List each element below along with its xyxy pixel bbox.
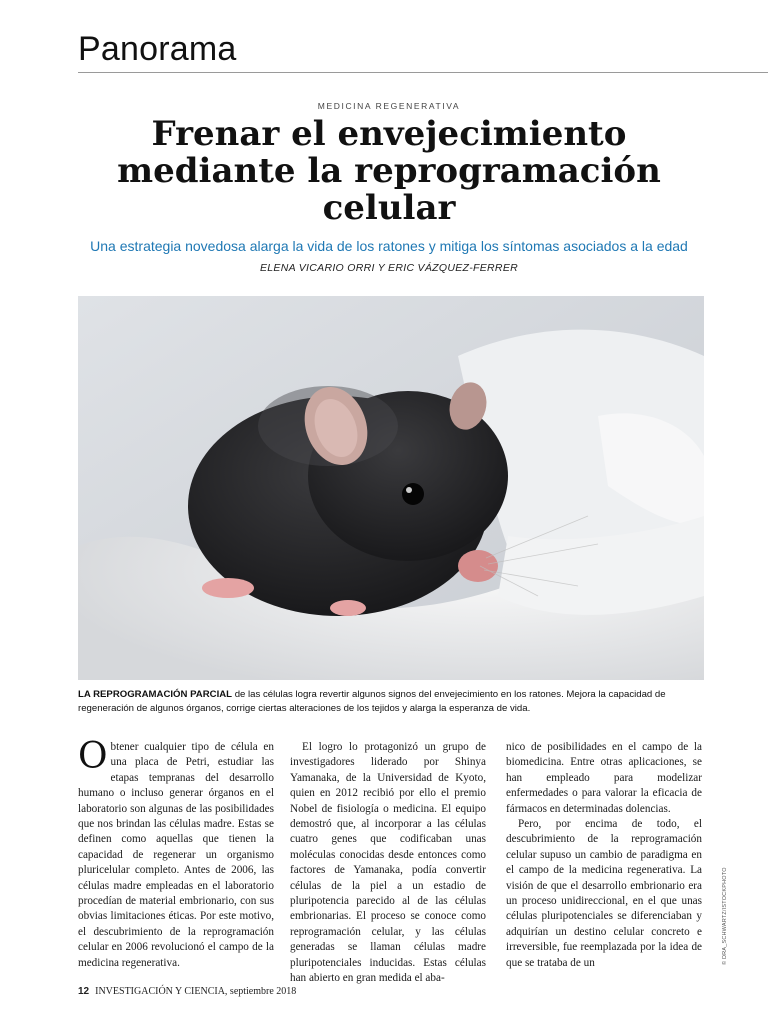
publication-info: INVESTIGACIÓN Y CIENCIA, septiembre 2018 bbox=[95, 986, 297, 997]
caption-lead: LA REPROGRAMACIÓN PARCIAL bbox=[78, 689, 233, 700]
article-kicker: MEDICINA REGENERATIVA bbox=[317, 101, 461, 111]
caption-text: de las células logra revertir algunos signos del envejecimiento en los ratones. Mejora la capacidad de regeneración de algunos órganos, corrige ciertas alteraciones de los tejidos y alarga la esperanza de vida. bbox=[78, 689, 666, 714]
page-footer bbox=[78, 986, 296, 997]
mouse-eye bbox=[402, 483, 424, 505]
article-photo bbox=[78, 296, 704, 680]
section-title: Panorama bbox=[78, 30, 237, 68]
photo-caption bbox=[78, 688, 704, 715]
body-column-3 bbox=[506, 740, 702, 971]
body-paragraph: Pero, por encima de todo, el descubrimiento de la reprogramación celular supuso un cambio de paradigma en el campo de la medicina regenerativa. La visión de que el desarrollo embrionario era un proceso unidireccional, en el que unas células pluripotenciales se diferenciaban y adquirían un destino celular concreto e irreversible, fue reemplazada por la idea de que se trataba de un bbox=[506, 818, 702, 969]
body-paragraph: nico de posibilidades en el campo de la biomedicina. Entre otras aplicaciones, se han empleado para modelizar enfermedades o para valorar la eficacia de fármacos en determinadas dolencias. bbox=[506, 741, 702, 815]
body-paragraph bbox=[78, 736, 274, 971]
drop-cap: O bbox=[78, 736, 108, 777]
article-byline: ELENA VICARIO ORRI Y ERIC VÁZQUEZ-FERRER bbox=[259, 262, 519, 274]
body-text: btener cualquier tipo de célula en una placa de Petri, estudiar las etapas tempranas del desarrollo humano o incluso generar órganos en el laboratorio son algunas de las posibilidades que nos brindan las células madre. Estas se definen como aquellas que tienen la capacidad de regenerar un organismo pluricelular completo. Antes de 2006, las células madre empleadas en el laboratorio procedían de material embrionario, con sus obvias limitaciones éticas. Por este motivo, el descubrimiento de la reprogramación celular en 2006 revolucionó el campo de la medicina regenerativa. bbox=[78, 741, 274, 969]
article-subhead: Una estrategia novedosa alarga la vida de los ratones y mitiga los síntomas asociados a la edad bbox=[90, 238, 688, 254]
section-divider bbox=[78, 72, 768, 73]
mouse-nose bbox=[458, 550, 498, 582]
body-column-1 bbox=[78, 736, 274, 971]
page-number: 12 bbox=[78, 986, 90, 997]
body-column-2 bbox=[290, 740, 486, 987]
body-paragraph: El logro lo protagonizó un grupo de investigadores liderado por Shinya Yamanaka, de la Universidad de Kyoto, quien en 2012 recibió por ello el premio Nobel de fisiología o medicina. El equipo demostró que, al incorporar a las células cuatro genes que codificaban unas moléculas conocidas desde entonces como factores de Yamanaka, podía convertir células de la piel a un estadio de pluripotencia parecido al de las células embrionarias. El proceso se conoce como reprogramación celular, y las células generadas se llaman células madre pluripotenciales inducidas. Estas células han abierto en gran medida el aba- bbox=[290, 741, 486, 985]
article-headline: Frenar el envejecimiento mediante la reprogramación celular bbox=[117, 114, 661, 228]
photo-credit: © DRA_SCHWARTZ/ISTOCKPHOTO bbox=[722, 867, 728, 965]
